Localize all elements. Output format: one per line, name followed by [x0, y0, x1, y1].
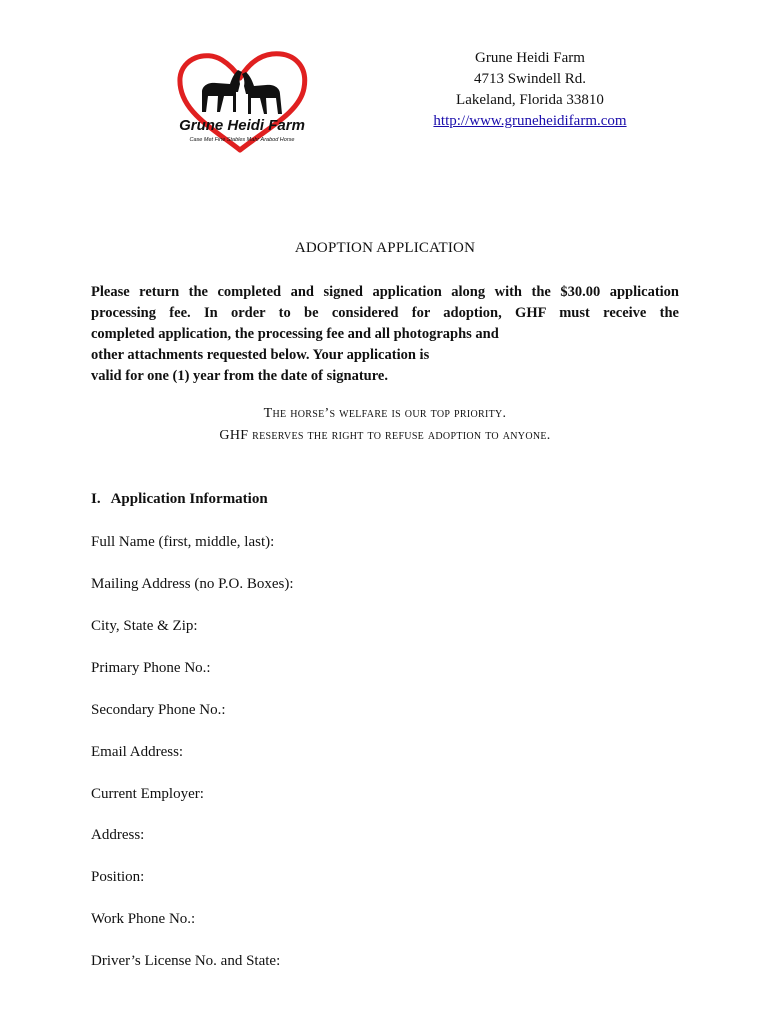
field-work-phone: Work Phone No.: [91, 911, 196, 927]
intro-paragraph [91, 282, 679, 387]
section-title: Application Information [110, 491, 268, 507]
farm-logo [172, 48, 312, 154]
section-number: I. [91, 491, 101, 507]
website-link[interactable]: http://www.gruneheidifarm.com [433, 113, 627, 129]
logo-tagline: Case Met Fine Stables Mahr Arabod Horse [189, 137, 295, 143]
street-address: 4713 Swindell Rd. [473, 71, 587, 87]
field-email: Email Address: [91, 744, 184, 760]
logo-brand-text: Grune Heidi Farm [179, 117, 305, 134]
field-full-name: Full Name (first, middle, last): [91, 534, 275, 550]
field-secondary-phone: Secondary Phone No.: [91, 702, 226, 718]
field-position: Position: [91, 869, 145, 885]
intro-line: Please return the completed and signed application along with the $30.00 application [91, 284, 679, 300]
field-primary-phone: Primary Phone No.: [91, 660, 211, 676]
document-title: ADOPTION APPLICATION [294, 240, 476, 256]
intro-line: processing fee. In order to be considered for adoption, GHF must receive the [91, 305, 679, 321]
section-heading [91, 491, 268, 508]
field-current-employer: Current Employer: [91, 786, 204, 802]
field-mailing-address: Mailing Address (no P.O. Boxes): [91, 576, 294, 592]
intro-line: other attachments requested below. Your application is [91, 347, 430, 363]
farm-address-block [400, 48, 660, 132]
welfare-notice: The horse’s welfare is our top priority. [263, 406, 507, 421]
intro-line: completed application, the processing fee and all photographs and [91, 326, 499, 342]
farm-name: Grune Heidi Farm [475, 50, 585, 66]
city-state-zip: Lakeland, Florida 33810 [456, 92, 604, 108]
refusal-notice: GHF reserves the right to refuse adoption to anyone. [219, 428, 551, 443]
intro-line: valid for one (1) year from the date of signature. [91, 368, 388, 384]
heart-outline-icon [180, 54, 305, 150]
field-city-state-zip: City, State & Zip: [91, 618, 198, 634]
field-employer-address: Address: [91, 827, 145, 843]
field-drivers-license: Driver’s License No. and State: [91, 953, 281, 969]
